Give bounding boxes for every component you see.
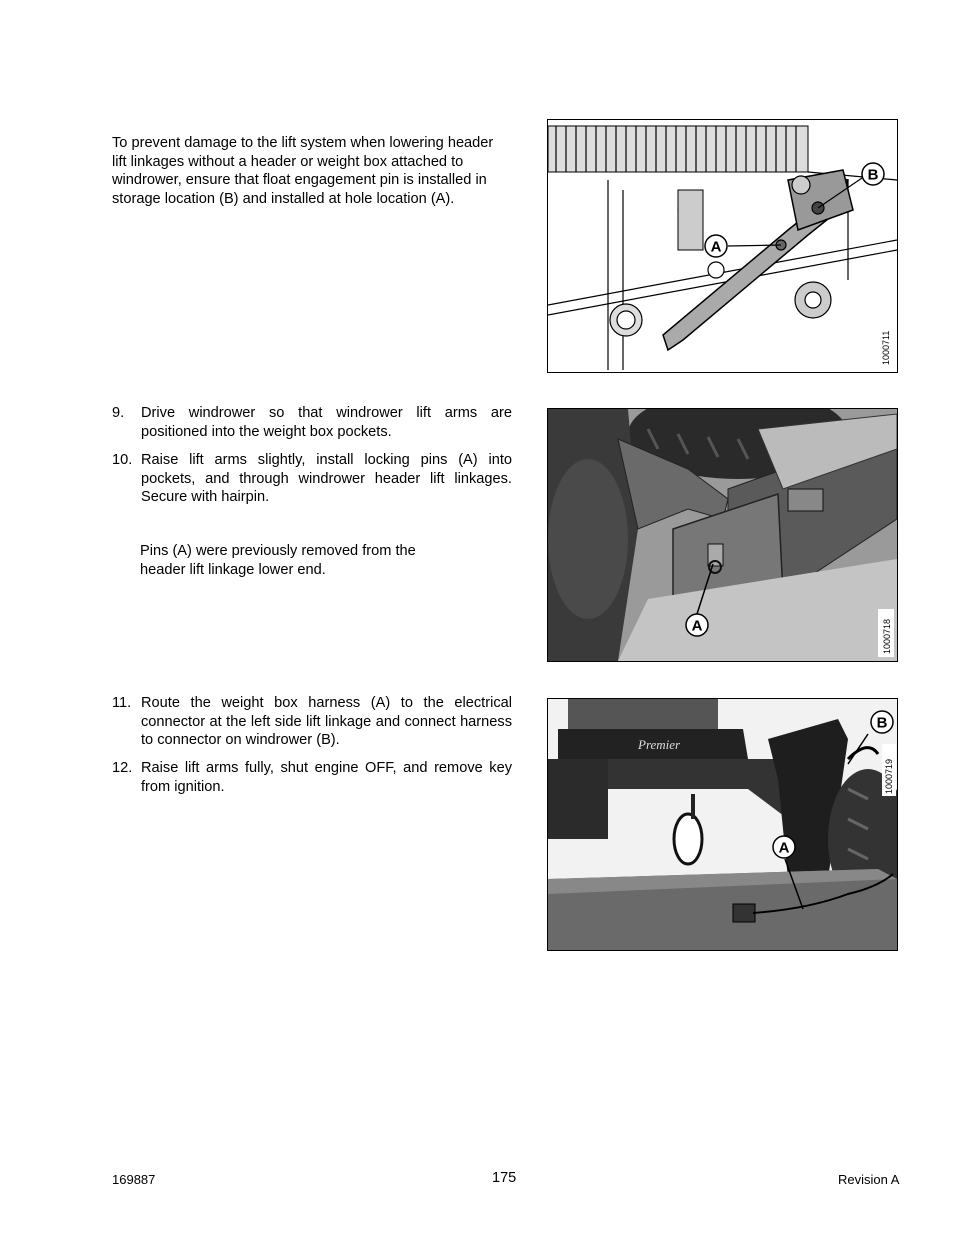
figure-float-pin — [547, 119, 898, 373]
svg-text:B: B — [876, 714, 888, 732]
callout-b — [862, 163, 884, 185]
figure-harness — [547, 698, 898, 951]
svg-text:A: A — [710, 238, 722, 256]
brand-logo: Premier — [638, 737, 681, 752]
callout-a — [705, 235, 727, 257]
step-text: Raise lift arms slightly, install locking pins (A) into pockets, and through windrower header lift linkages. Secure with hairpin. — [141, 452, 512, 506]
step-text: Raise lift arms fully, shut engine OFF, and remove key from ignition. — [141, 760, 512, 795]
figure-id: 1000711 — [881, 330, 891, 365]
step-number: 11. — [112, 695, 132, 711]
step-text: Route the weight box harness (A) to the electrical connector at the left side lift linkage and connect harness to connector on windrower (B). — [141, 695, 512, 749]
callout-a — [686, 614, 708, 636]
figure-id: 1000719 — [884, 758, 894, 794]
svg-text:A: A — [778, 839, 790, 857]
step-number: 9. — [112, 405, 125, 421]
svg-text:B: B — [867, 166, 879, 184]
figure-locking-pins — [547, 408, 898, 662]
step-number: 12. — [112, 760, 133, 776]
revision-label: Revision A — [838, 1172, 900, 1187]
step-number: 10. — [112, 452, 133, 468]
callout-a — [773, 836, 795, 858]
pins-note: Pins (A) were previously removed from the header lift linkage lower end. — [140, 543, 416, 578]
svg-text:A: A — [691, 617, 703, 635]
figure-id: 1000718 — [882, 618, 892, 654]
step-text: Drive windrower so that windrower lift arms are positioned into the weight box pockets. — [141, 405, 512, 440]
page-number: 175 — [492, 1170, 517, 1186]
doc-number: 169887 — [112, 1172, 156, 1187]
callout-b — [871, 711, 893, 733]
storage-note: To prevent damage to the lift system when lowering header lift linkages without a header or weight box attached to windrower, ensure that float engagement pin is installed in storage location (B) and installed at hole location (A). — [112, 135, 494, 207]
